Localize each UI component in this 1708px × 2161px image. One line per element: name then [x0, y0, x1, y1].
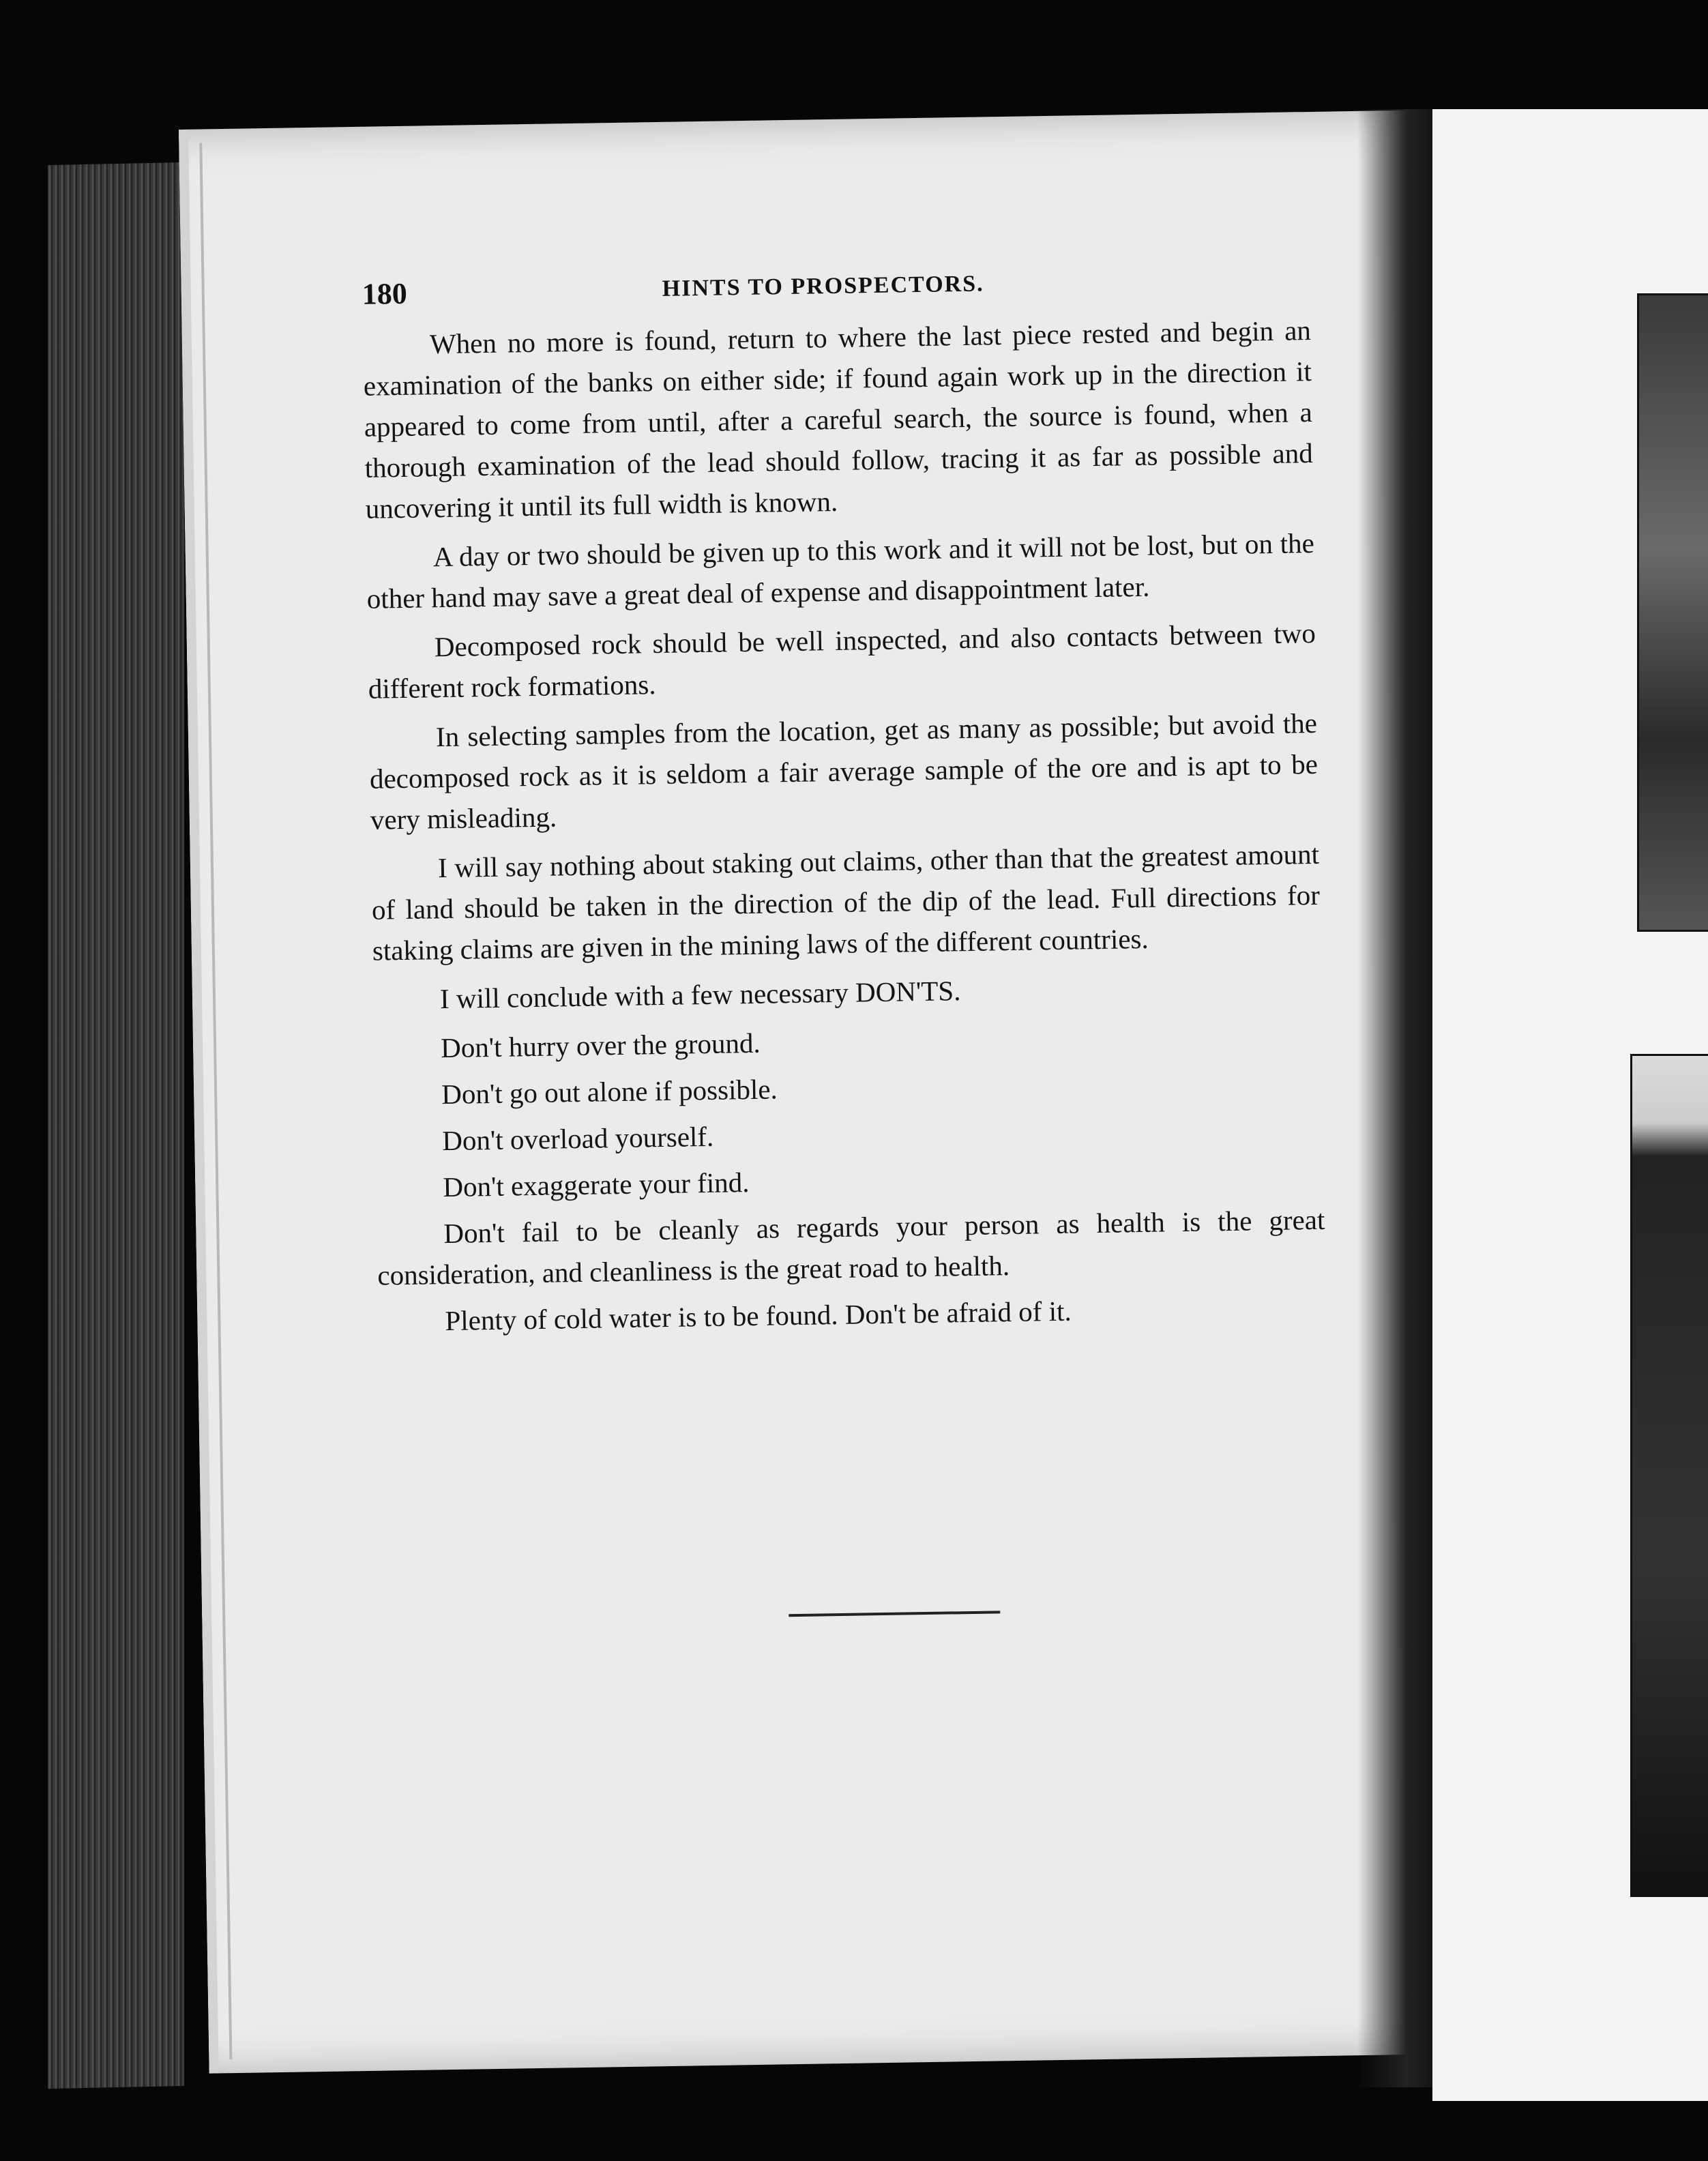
page-gutter-line — [199, 143, 232, 2059]
book-page — [179, 110, 1458, 2073]
paragraph: When no more is found, return to where the last piece rested and begin an examination of the banks on either side; if found again work up in the direction it appeared to come from until, after a careful search, the source is found, when a thorough examination of the lead should follow, tracing it as far as possible and uncovering it until its full width is known. — [363, 314, 1314, 525]
paragraph: Decomposed rock should be well inspected, and also contacts between two different rock formations. — [368, 617, 1316, 705]
paragraph: In selecting samples from the location, get as many as possible; but avoid the decomposed rock as it is seldom a fair average sample of the ore and is apt to be very misleading. — [369, 707, 1319, 836]
donts-list — [374, 1014, 1327, 1342]
page-number: 180 — [362, 276, 408, 311]
dont-item: Don't hurry over the ground. — [440, 1027, 761, 1064]
paragraph: I will conclude with a few necessary DON'TS. — [439, 975, 961, 1015]
dont-item: Don't exaggerate your find. — [443, 1166, 750, 1203]
body-text — [363, 310, 1327, 1348]
facing-photo-bottom — [1630, 1054, 1708, 1897]
facing-photo-top — [1637, 293, 1708, 932]
dont-item: Don't go out alone if possible. — [441, 1073, 778, 1111]
book-spine — [1357, 109, 1439, 2087]
running-title: HINTS TO PROSPECTORS. — [662, 271, 984, 302]
dont-item: Plenty of cold water is to be found. Don't be afraid of it. — [445, 1295, 1072, 1337]
end-rule — [789, 1611, 1000, 1617]
dont-item: Don't fail to be cleanly as regards your person as health is the great consideration, and cleanliness is the great road to health. — [377, 1203, 1325, 1291]
paragraph: A day or two should be given up to this work and it will not be lost, but on the other hand may save a great deal of expense and disappointment later. — [366, 527, 1315, 615]
dont-item: Don't overload yourself. — [441, 1120, 714, 1157]
paragraph: I will say nothing about staking out claims, other than that the greatest amount of land should be taken in the direction of the dip of the lead. Full directions for staking claims are given in the mining laws of the different countries. — [371, 838, 1321, 967]
page-header — [362, 262, 1317, 318]
book-page-edges — [48, 162, 184, 2089]
